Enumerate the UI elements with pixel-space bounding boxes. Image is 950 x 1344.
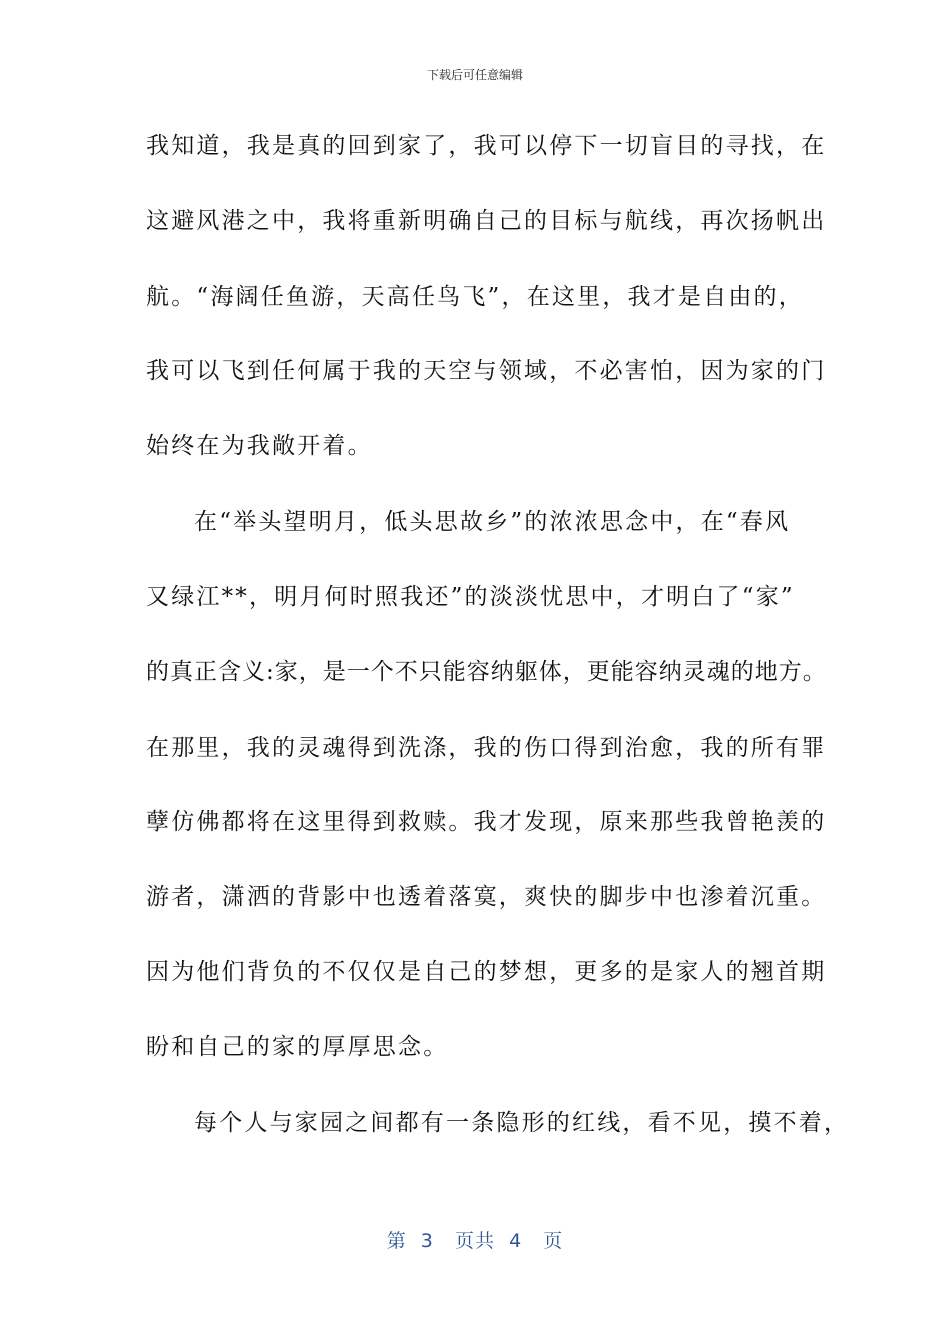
paragraph-start-line: 在“举头望明月，低头思故乡”的浓浓思念中，在“春风 <box>194 509 791 535</box>
page-header: 下载后可任意编辑 <box>426 68 523 82</box>
body-line: 我知道，我是真的回到家了，我可以停下一切盲目的寻找，在 <box>146 133 827 159</box>
body-line: 又绿江**，明月何时照我还”的淡淡忧思中，才明白了“家” <box>146 584 795 610</box>
body-line: 这避风港之中，我将重新明确自己的目标与航线，再次扬帆出 <box>146 208 827 234</box>
body-line: 盼和自己的家的厚厚思念。 <box>146 1034 449 1060</box>
body-line: 因为他们背负的不仅仅是自己的梦想，更多的是家人的翘首期 <box>146 959 827 985</box>
body-line: 的真正含义:家，是一个不只能容纳躯体，更能容纳灵魂的地方。 <box>146 659 827 685</box>
body-line: 始终在为我敞开着。 <box>146 433 373 459</box>
body-line: 航。“海阔任鱼游，天高任鸟飞”，在这里，我才是自由的， <box>146 284 804 310</box>
page-footer: 第 3 页共 4 页 <box>386 1230 564 1252</box>
body-line: 孽仿佛都将在这里得到救赎。我才发现，原来那些我曾艳羡的 <box>146 809 827 835</box>
paragraph-start-line: 每个人与家园之间都有一条隐形的红线，看不见，摸不着， <box>194 1110 850 1136</box>
body-line: 游者，潇洒的背影中也透着落寞，爽快的脚步中也渗着沉重。 <box>146 884 827 910</box>
body-line: 在那里，我的灵魂得到洗涤，我的伤口得到治愈，我的所有罪 <box>146 735 827 761</box>
body-line: 我可以飞到任何属于我的天空与领域，不必害怕，因为家的门 <box>146 358 827 384</box>
